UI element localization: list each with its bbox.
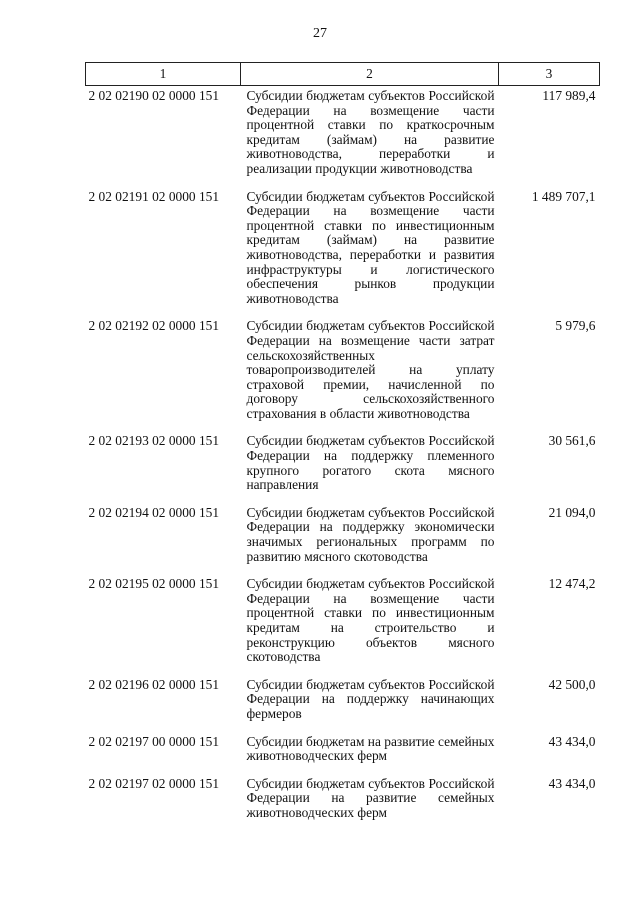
budget-code: 2 02 02190 02 0000 151 (88, 88, 220, 103)
table-row (86, 190, 600, 320)
table-row (86, 319, 600, 434)
subsidy-description: Субсидии бюджетам субъектов Российской Федерации на развитие семейных животноводческих ферм (246, 775, 495, 820)
budget-code: 2 02 02196 02 0000 151 (88, 676, 220, 692)
table-row (86, 735, 600, 777)
subsidy-description: Субсидии бюджетам субъектов Российской Федерации на возмещение части затрат сельскохозяйственных товаропроизводителей на уплату страховой премии, начисленной по договору сельскохозяйственного страхования в области животноводства (246, 318, 495, 421)
amount-value: 43 434,0 (548, 775, 596, 791)
budget-code: 2 02 02195 02 0000 151 (88, 576, 220, 592)
page-number: 27 (313, 26, 327, 41)
subsidy-description: Субсидии бюджетам субъектов Российской Федерации на возмещение части процентной ставки по краткосрочным кредитам (займам) на развитие животноводства, переработки и реализации продукции животноводства (246, 88, 495, 176)
table-row (86, 86, 600, 190)
subsidy-description: Субсидии бюджетам субъектов Российской Федерации на поддержку племенного крупного рогатого скота мясного направления (246, 433, 495, 493)
table-row (86, 678, 600, 735)
column-header-description: 2 (241, 63, 499, 86)
budget-code: 2 02 02194 02 0000 151 (88, 504, 220, 520)
subsidy-description: Субсидии бюджетам субъектов Российской Федерации на поддержку начинающих фермеров (246, 676, 495, 721)
amount-value: 42 500,0 (548, 676, 596, 692)
amount-value: 21 094,0 (548, 504, 596, 520)
table-row (86, 506, 600, 577)
budget-code: 2 02 02191 02 0000 151 (88, 188, 220, 204)
budget-table (85, 62, 600, 834)
budget-code: 2 02 02192 02 0000 151 (88, 318, 220, 334)
budget-code: 2 02 02197 00 0000 151 (88, 733, 220, 749)
table-row (86, 577, 600, 678)
amount-value: 117 989,4 (542, 88, 596, 103)
amount-value: 30 561,6 (548, 433, 596, 449)
budget-code: 2 02 02193 02 0000 151 (88, 433, 220, 449)
table-row (86, 777, 600, 834)
table-header-row (86, 63, 600, 86)
amount-value: 43 434,0 (548, 733, 596, 749)
amount-value: 1 489 707,1 (531, 188, 596, 204)
amount-value: 12 474,2 (548, 576, 596, 592)
subsidy-description: Субсидии бюджетам субъектов Российской Федерации на поддержку экономически значимых региональных программ по развитию мясного скотоводства (246, 504, 495, 564)
amount-value: 5 979,6 (555, 318, 596, 334)
subsidy-description: Субсидии бюджетам субъектов Российской Федерации на возмещение части процентной ставки по инвестиционным кредитам (займам) на развитие животноводства, переработки и развития инфраструктуры и логистического обеспечения рынков продукции животноводства (246, 188, 495, 306)
subsidy-description: Субсидии бюджетам субъектов Российской Федерации на возмещение части процентной ставки по инвестиционным кредитам на строительство и реконструкцию объектов мясного скотоводства (246, 576, 495, 665)
budget-code: 2 02 02197 02 0000 151 (88, 775, 220, 791)
table-row (86, 434, 600, 505)
column-header-amount: 3 (499, 63, 600, 86)
column-header-code: 1 (86, 63, 241, 86)
subsidy-description: Субсидии бюджетам на развитие семейных животноводческих ферм (246, 733, 495, 764)
